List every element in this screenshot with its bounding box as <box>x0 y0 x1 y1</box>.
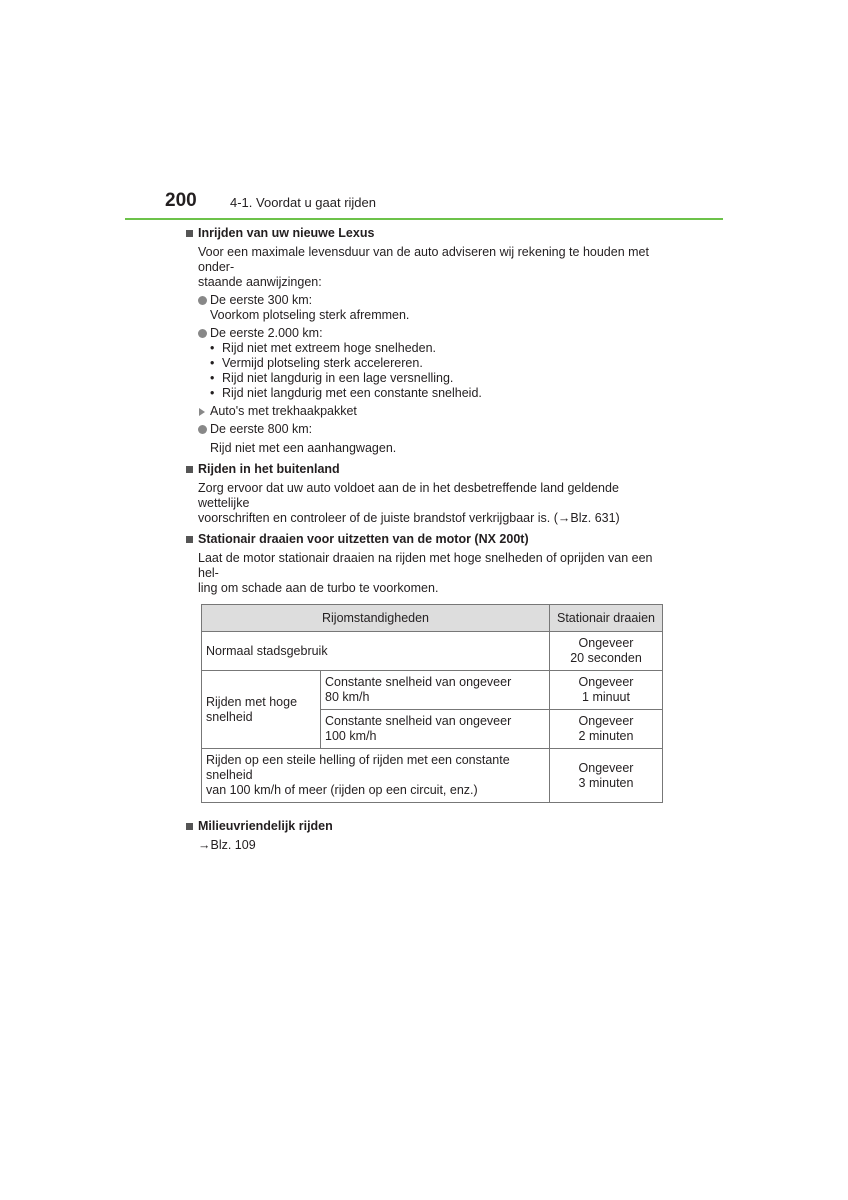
list-item: De eerste 800 km: <box>198 422 666 437</box>
heading-abroad: Rijden in het buitenland <box>186 462 666 477</box>
paragraph: Zorg ervoor dat uw auto voldoet aan de in het desbetreffende land geldende wettelijke voorschriften en controleer of de juiste brandstof verkrijgbaar is. (→Blz. 631) <box>198 481 620 525</box>
list-item: Auto's met trekhaakpakket <box>198 404 666 419</box>
table-row: Rijden op een steile helling of rijden met een constante snelheid van 100 km/h of meer (rijden op een circuit, enz.) Ongeveer 3 minuten <box>202 749 663 803</box>
page-header <box>125 190 723 220</box>
table-row: Rijden met hoge snelheid Constante snelheid van ongeveer 80 km/h Ongeveer 1 minuut <box>202 671 663 710</box>
square-bullet-icon <box>186 823 193 830</box>
sub-list-item: • Vermijd plotseling sterk accelereren. <box>210 356 423 370</box>
table-row: Normaal stadsgebruik Ongeveer 20 seconden <box>202 632 663 671</box>
paragraph: Voor een maximale levensduur van de auto adviseren wij rekening te houden met onder- staande aanwijzingen: <box>198 245 649 289</box>
idle-table <box>201 604 663 803</box>
list-item: De eerste 300 km: <box>198 293 666 308</box>
square-bullet-icon <box>186 536 193 543</box>
circle-bullet-icon <box>198 425 207 434</box>
table-header: Rijomstandigheden <box>202 605 550 632</box>
table-header: Stationair draaien <box>550 605 663 632</box>
sub-list-item: • Rijd niet langdurig met een constante snelheid. <box>210 386 482 400</box>
page-content <box>186 226 666 853</box>
circle-bullet-icon <box>198 329 207 338</box>
page-reference: →Blz. 109 <box>198 838 256 852</box>
triangle-bullet-icon <box>199 408 205 416</box>
sub-list-item: • Rijd niet met extreem hoge snelheden. <box>210 341 437 355</box>
paragraph: Laat de motor stationair draaien na rijden met hoge snelheden of oprijden van een hel- ling om schade aan de turbo te voorkomen. <box>198 551 653 595</box>
list-item: De eerste 2.000 km: <box>198 326 666 341</box>
square-bullet-icon <box>186 230 193 237</box>
section-title: 4-1. Voordat u gaat rijden <box>230 195 376 210</box>
table-row: Constante snelheid van ongeveer 100 km/h Ongeveer 2 minuten <box>202 710 663 749</box>
list-item-text: Voorkom plotseling sterk afremmen. <box>210 308 410 322</box>
heading-eco: Milieuvriendelijk rijden <box>186 819 666 834</box>
list-item-text: Rijd niet met een aanhangwagen. <box>210 441 397 455</box>
circle-bullet-icon <box>198 296 207 305</box>
heading-break-in: Inrijden van uw nieuwe Lexus <box>186 226 666 241</box>
sub-list-item: • Rijd niet langdurig in een lage versnelling. <box>210 371 454 385</box>
square-bullet-icon <box>186 466 193 473</box>
page-number: 200 <box>165 190 197 211</box>
heading-idle: Stationair draaien voor uitzetten van de motor (NX 200t) <box>186 532 666 547</box>
